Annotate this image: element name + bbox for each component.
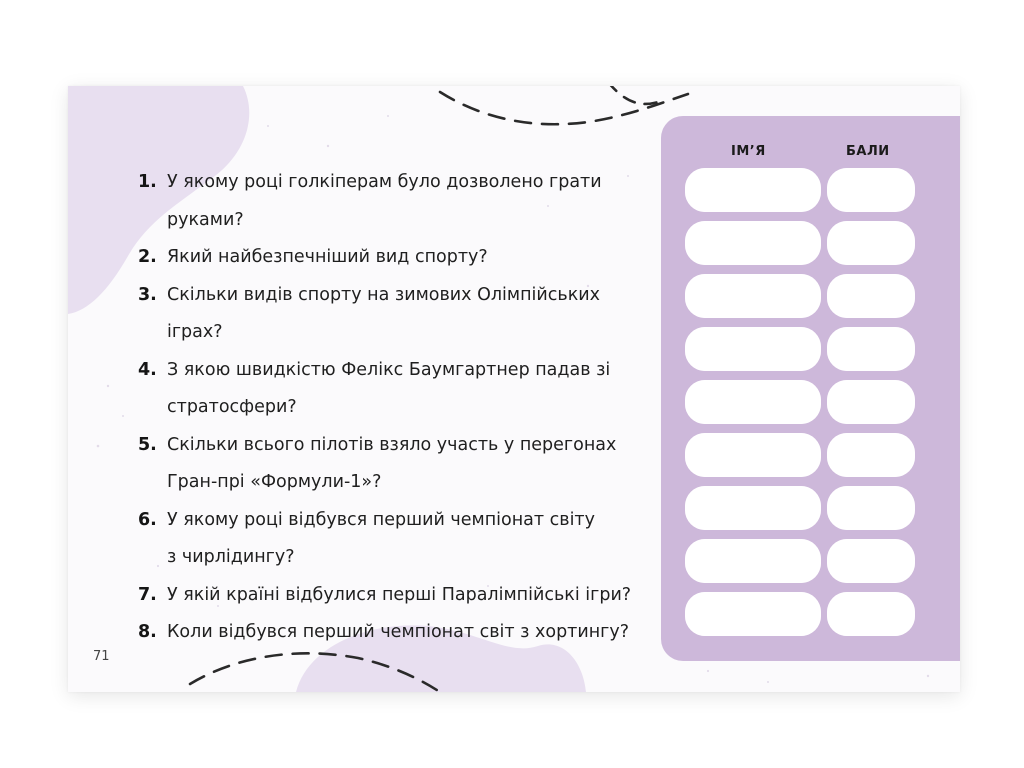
name-column-header: ІМ’Я xyxy=(731,144,766,159)
question-text: У якому році голкіперам було дозволено грати руками? xyxy=(167,172,602,230)
question-item xyxy=(138,502,658,577)
question-number: 2. xyxy=(138,247,157,267)
question-number: 7. xyxy=(138,584,157,605)
question-number: 5. xyxy=(138,434,157,455)
question-number: 3. xyxy=(138,284,157,305)
name-field[interactable] xyxy=(685,539,821,583)
name-field[interactable] xyxy=(685,327,821,371)
question-text: Скільки видів спорту на зимових Олімпійських іграх? xyxy=(167,284,601,342)
quiz-question-list xyxy=(138,164,658,652)
question-text: Коли відбувся перший чемпіонат світ з хортингу? xyxy=(167,622,630,642)
page-number: 71 xyxy=(93,649,110,664)
score-field[interactable] xyxy=(827,327,915,371)
question-item xyxy=(138,239,658,277)
question-item xyxy=(138,577,658,615)
score-column-header: БАЛИ xyxy=(846,144,890,159)
question-item xyxy=(138,427,658,502)
score-table-panel xyxy=(661,116,960,661)
name-field[interactable] xyxy=(685,486,821,530)
name-field[interactable] xyxy=(685,274,821,318)
question-text: Скільки всього пілотів взяло участь у перегонах Гран-прі «Формули-1»? xyxy=(167,434,617,492)
question-number: 6. xyxy=(138,509,157,530)
workbook-page xyxy=(68,86,960,692)
name-field[interactable] xyxy=(685,380,821,424)
name-field[interactable] xyxy=(685,433,821,477)
name-field[interactable] xyxy=(685,168,821,212)
question-item xyxy=(138,164,658,239)
name-field[interactable] xyxy=(685,592,821,636)
name-field[interactable] xyxy=(685,221,821,265)
top-dashes-arc xyxy=(440,92,688,124)
score-field[interactable] xyxy=(827,539,915,583)
score-field[interactable] xyxy=(827,221,915,265)
question-number: 4. xyxy=(138,359,157,380)
top-dashes-arc-2 xyxy=(608,86,658,104)
question-number: 8. xyxy=(138,622,157,642)
question-text: Який найбезпечніший вид спорту? xyxy=(167,247,488,267)
score-field[interactable] xyxy=(827,433,915,477)
score-field[interactable] xyxy=(827,274,915,318)
question-text: У якому році відбувся перший чемпіонат світу з чирлідингу? xyxy=(167,509,595,567)
score-field[interactable] xyxy=(827,168,915,212)
question-text: З якою швидкістю Фелікс Баумгартнер падав зі стратосфери? xyxy=(167,359,611,417)
question-item xyxy=(138,614,658,652)
question-number: 1. xyxy=(138,172,157,192)
question-text: У якій країні відбулися перші Паралімпійські ігри? xyxy=(167,584,632,605)
score-field[interactable] xyxy=(827,592,915,636)
score-field[interactable] xyxy=(827,486,915,530)
question-item xyxy=(138,352,658,427)
score-field[interactable] xyxy=(827,380,915,424)
question-item xyxy=(138,277,658,352)
